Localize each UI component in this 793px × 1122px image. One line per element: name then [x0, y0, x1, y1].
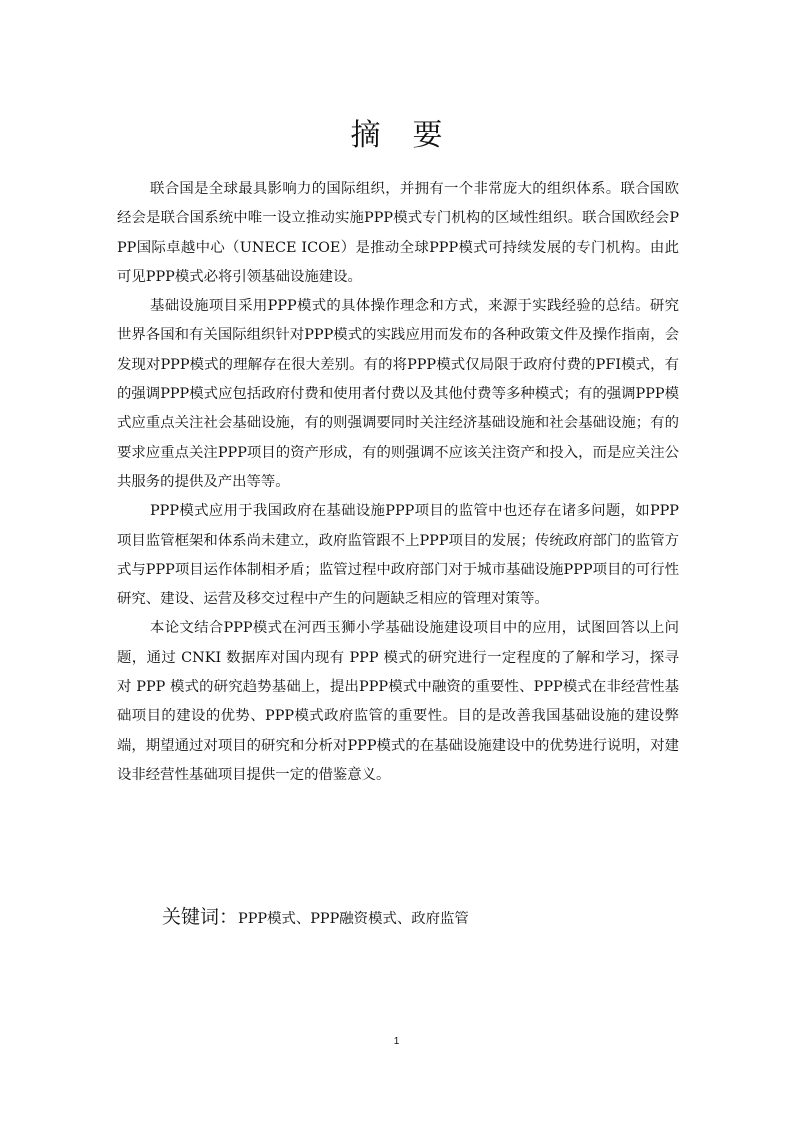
abstract-paragraph-1: 联合国是全球最具影响力的国际组织，并拥有一个非常庞大的组织体系。联合国欧经会是联合国系统中唯一设立推动实施PPP模式专门机构的区域性组织。联合国欧经会PPP国际卓越中心（UNECE ICOE）是推动全球PPP模式可持续发展的专门机构。由此可见PPP模式必将引领基础设施建设。	[117, 181, 679, 285]
abstract-paragraph-4: 本论文结合PPP模式在河西玉狮小学基础设施建设项目中的应用，试图回答以上问题，通过 CNKI 数据库对国内现有 PPP 模式的研究进行一定程度的了解和学习，探寻对 PPP 模式的研究趋势基础上，提出PPP模式中融资的重要性、PPP模式在非经营性基础项目的建设的优势、PPP模式政府监管的重要性。目的是改善我国基础设施的建设弊端，期望通过对项目的研究和分析对PPP模式的在基础设施建设中的优势进行说明，对建设非经营性基础项目提供一定的借鉴意义。	[117, 620, 679, 783]
page-number: 1	[393, 1036, 400, 1047]
abstract-body	[117, 175, 679, 790]
keywords-text: PPP模式、PPP融资模式、政府监管	[238, 911, 469, 927]
keywords-label: 关键词：	[162, 906, 239, 928]
abstract-paragraph-2: 基础设施项目采用PPP模式的具体操作理念和方式，来源于实践经验的总结。研究世界各国和有关国际组织针对PPP模式的实践应用而发布的各种政策文件及操作指南，会发现对PPP模式的理解存在很大差别。有的将PPP模式仅局限于政府付费的PFI模式，有的强调PPP模式应包括政府付费和使用者付费以及其他付费等多种模式；有的强调PPP模式应重点关注社会基础设施，有的则强调要同时关注经济基础设施和社会基础设施；有的要求应重点关注PPP项目的资产形成，有的则强调不应该关注资产和投入，而是应关注公共服务的提供及产出等等。	[117, 298, 679, 490]
abstract-title: 摘要	[350, 118, 475, 153]
keywords-line	[162, 902, 682, 934]
abstract-paragraph-3: PPP模式应用于我国政府在基础设施PPP项目的监管中也还存在诸多问题，如PPP项目监管框架和体系尚未建立，政府监管跟不上PPP项目的发展；传统政府部门的监管方式与PPP项目运作体制相矛盾；监管过程中政府部门对于城市基础设施PPP项目的可行性研究、建设、运营及移交过程中产生的问题缺乏相应的管理对策等。	[117, 503, 679, 608]
